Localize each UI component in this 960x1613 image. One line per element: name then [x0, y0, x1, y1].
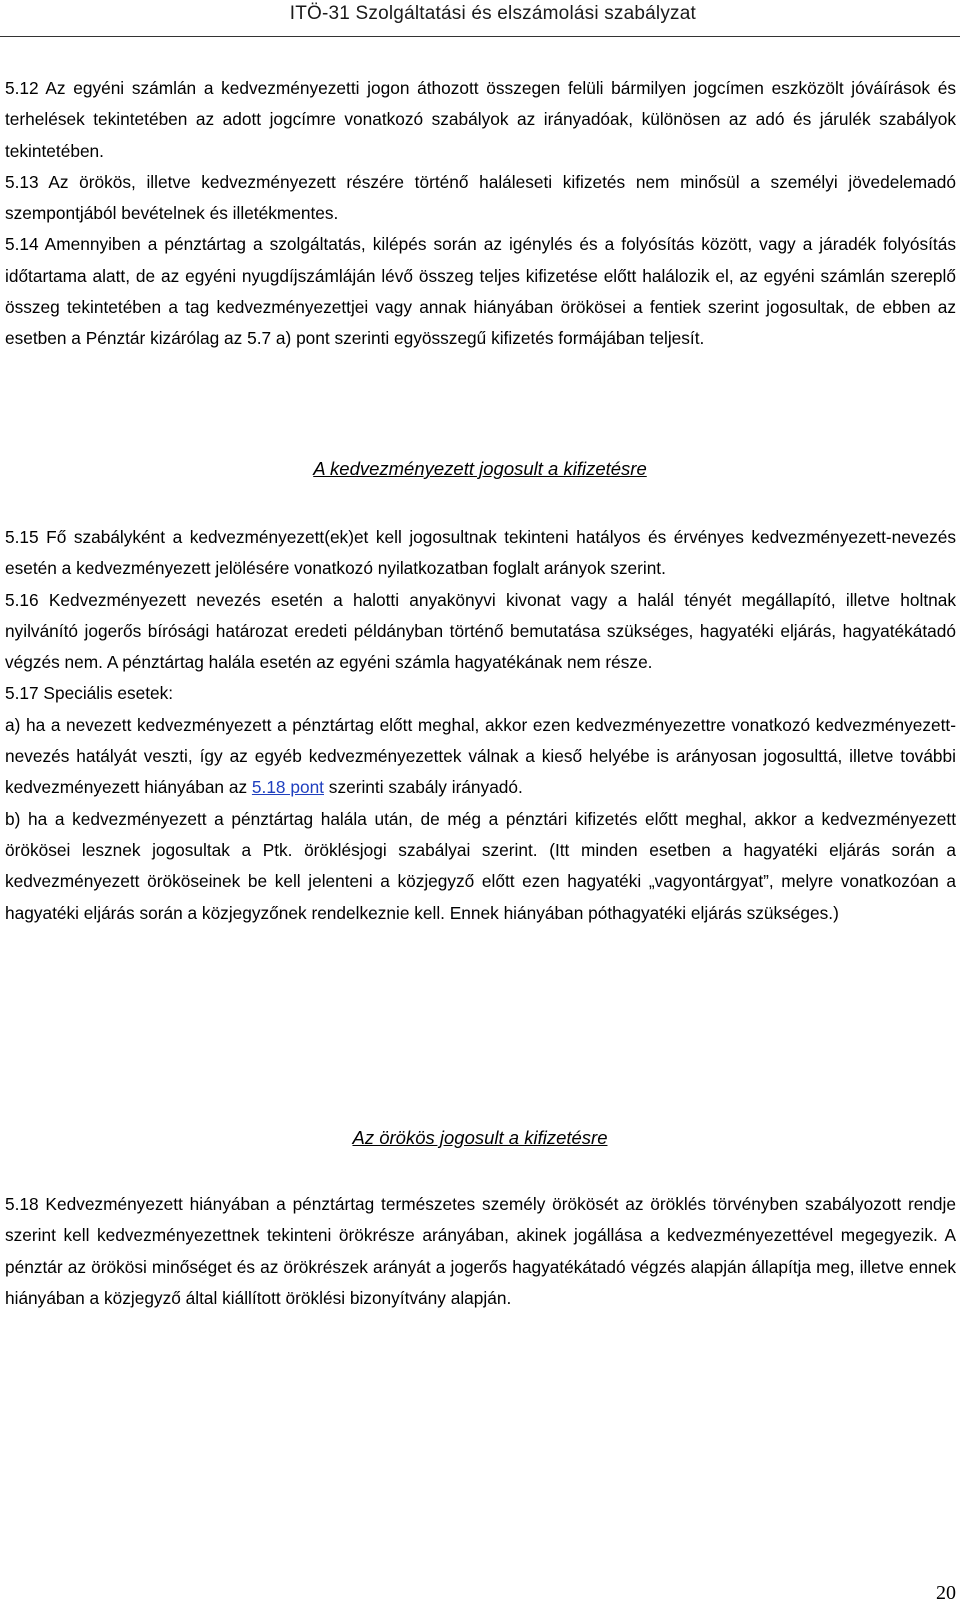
paragraph-5-13: 5.13 Az örökös, illetve kedvezményezett részére történő haláleseti kifizetés nem minősül a személyi jövedelemadó szempontjából bevételnek és illetékmentes.	[5, 171, 956, 224]
paragraph-5-17-title: 5.17 Speciális esetek:	[5, 683, 174, 704]
page-number: 20	[936, 1582, 956, 1604]
heading-orokos: Az örökös jogosult a kifizetésre	[352, 1127, 608, 1148]
section-5-15-to-5-17	[5, 522, 956, 929]
header-title: ITÖ-31 Szolgáltatási és elszámolási szabályzat	[289, 3, 696, 24]
paragraph-5-17a	[5, 710, 956, 804]
paragraph-5-17a-text: a) ha a nevezett kedvezményezett a pénztártag előtt meghal, akkor ezen kedvezményezettre vonatkozó kedvezményezett-nevezés hatályát veszti, így az egyéb kedvezményezettek válnak a kieső helyébe is arányosan jogosulttá, illetve további kedvezményezett hiányában az	[5, 714, 956, 798]
paragraph-5-12: 5.12 Az egyéni számlán a kedvezményezetti jogon áthozott összegen felüli bármilyen jogcímen eszközölt jóváírások és terhelések tekintetében az adott jogcímre vonatkozó szabályok az irányadóak, különösen az adó és járulék szabályok tekintetében.	[5, 78, 956, 161]
section-5-12-to-5-14	[5, 73, 956, 355]
heading-kedvezmenyezett: A kedvezményezett jogosult a kifizetésre	[313, 458, 647, 479]
paragraph-5-16: 5.16 Kedvezményezett nevezés esetén a halotti anyakönyvi kivonat vagy a halál tényét megállapító, illetve holtnak nyilvánító jogerős bírósági határozat eredeti példányban történő bemutatása szükséges, hagyatéki eljárás, hagyatékátadó végzés nem. A pénztártag halála esetén az egyéni számla hagyatékának nem része.	[5, 589, 956, 673]
paragraph-5-18: 5.18 Kedvezményezett hiányában a pénztártag természetes személy örökösét az öröklés törvényben szabályozott rendje szerint kell kedvezményezettnek tekinteni örökrésze arányában, akinek jogállása a kedvezményezettével megegyezik. A pénztár az örökösi minőséget és az örökrészek arányát a jogerős hagyatékátadó végzés alapján állapítja meg, illetve ennek hiányában a közjegyző által kiállított öröklési bizonyítvány alapján.	[5, 1194, 956, 1308]
paragraph-5-14: 5.14 Amennyiben a pénztártag a szolgáltatás, kilépés során az igénylés és a folyósítás között, vagy a járadék folyósítás időtartama alatt, de az egyéni nyugdíjszámláján lévő összeg teljes kifizetése előtt halálozik el, az egyéni számlán szereplő összeg tekintetében a tag kedvezményezettjei vagy annak hiányában örökösei a fentiek szerint jogosultak, de ebben az esetben a Pénztár kizárólag az 5.7 a) pont szerinti egyösszegű kifizetés formájában teljesít.	[5, 234, 956, 349]
paragraph-5-15: 5.15 Fő szabályként a kedvezményezett(ek)et kell jogosultnak tekinteni hatályos és érvényes kedvezményezett-nevezés esetén a kedvezményezett jelölésére vonatkozó nyilatkozatban foglalt arányok szerint.	[5, 527, 956, 579]
paragraph-5-17a-text-end: szerinti szabály irányadó.	[328, 777, 523, 798]
paragraph-5-17b: b) ha a kedvezményezett a pénztártag halála után, de még a pénztári kifizetés előtt meghal, akkor a kedvezményezett örökösei lesznek jogosultak a Ptk. öröklésjogi szabályai szerint. (Itt minden esetben a hagyatéki eljárás során a kedvezményezett örököseinek be kell jelenteni a közjegyző előtt ezen hagyatéki „vagyontárgyat”, melyre vonatkozóan a hagyatéki eljárás során a közjegyzőnek rendelkeznie kell. Ennek hiányában póthagyatéki eljárás szükséges.)	[5, 808, 956, 923]
page-header	[0, 0, 960, 37]
section-5-18	[5, 1189, 956, 1314]
link-5-18-pont[interactable]: 5.18 pont	[251, 777, 324, 798]
